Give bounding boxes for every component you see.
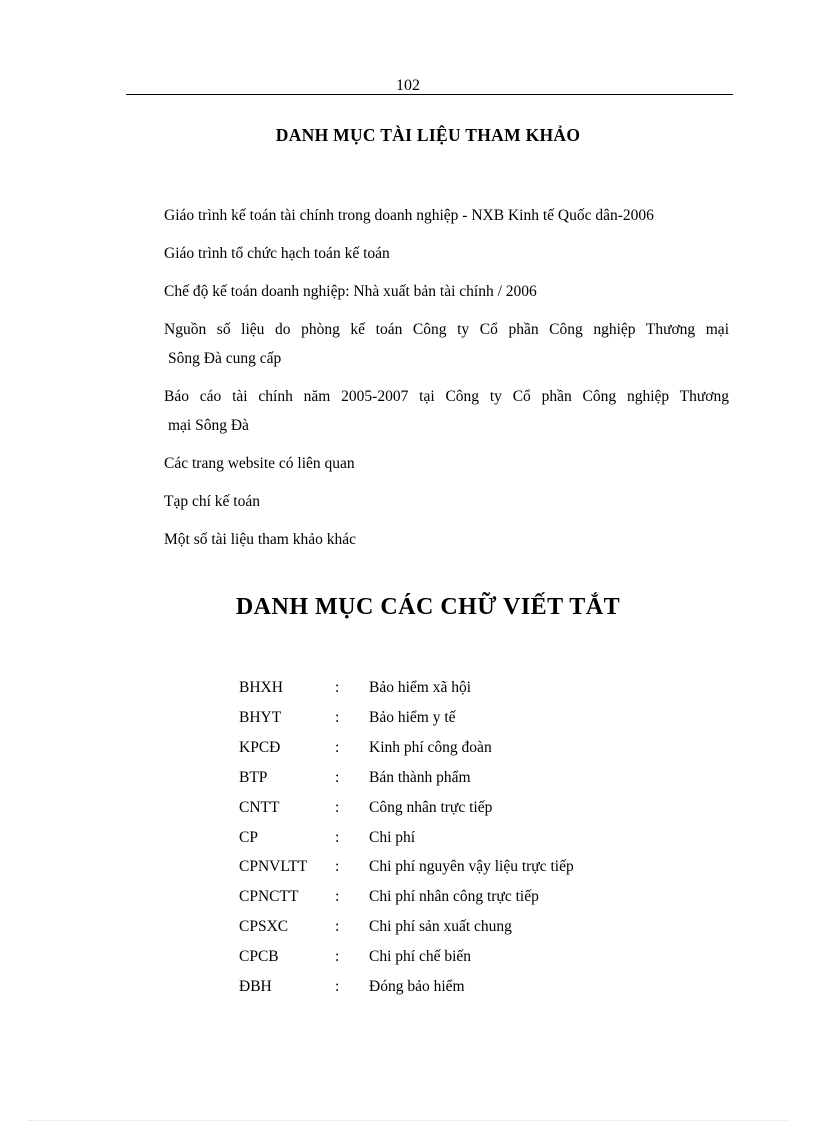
references-heading: DANH MỤC TÀI LIỆU THAM KHẢO [275, 125, 581, 145]
abbreviation-separator: : [335, 858, 340, 876]
abbreviation-row [239, 733, 649, 763]
abbreviation-separator: : [335, 888, 340, 906]
abbreviation-meaning: Chi phí nhân công trực tiếp [369, 888, 539, 906]
abbreviation-code: KPCĐ [239, 738, 281, 756]
abbreviation-code: CPNCTT [239, 888, 299, 906]
reference-text: Giáo trình tổ chức hạch toán kế toán [164, 245, 390, 262]
reference-text-line-1: Báo cáo tài chính năm 2005-2007 tại Công ty Cổ phần Công nghiệp Thương [164, 388, 729, 405]
abbreviation-row [239, 673, 649, 703]
reference-item [164, 525, 729, 554]
abbreviation-separator: : [335, 828, 340, 846]
reference-text: Tạp chí kế toán [164, 493, 260, 510]
abbreviation-list [239, 673, 649, 1002]
abbreviation-meaning: Bảo hiểm y tế [369, 708, 456, 726]
abbreviation-separator: : [335, 679, 340, 696]
reference-item [164, 239, 729, 268]
reference-text-line-1: Nguồn số liệu do phòng kế toán Công ty Cổ phần Công nghiệp Thương mại [164, 321, 729, 338]
abbreviation-meaning: Kinh phí công đoàn [369, 738, 492, 756]
abbreviation-meaning: Chi phí [369, 828, 416, 846]
reference-text: Giáo trình kế toán tài chính trong doanh nghiệp - NXB Kinh tế Quốc dân-2006 [164, 207, 654, 224]
reference-item [164, 277, 729, 306]
abbreviation-meaning: Đóng bảo hiểm [369, 978, 465, 996]
abbreviation-separator: : [335, 798, 340, 816]
abbreviations-heading: DANH MỤC CÁC CHỮ VIẾT TẮT [235, 594, 621, 620]
reference-item [164, 487, 729, 516]
abbreviation-separator: : [335, 918, 340, 936]
abbreviation-code: CNTT [239, 798, 280, 816]
reference-item [164, 382, 729, 440]
abbreviation-separator: : [335, 708, 340, 726]
abbreviation-code: CPSXC [239, 918, 289, 936]
reference-text: Các trang website có liên quan [164, 455, 355, 472]
abbreviation-code: BHYT [239, 708, 282, 726]
page-number: 102 [396, 77, 420, 94]
reference-item [164, 315, 729, 373]
reference-text-line-2: mại Sông Đà [168, 417, 249, 434]
reference-text-line-2: Sông Đà cung cấp [168, 350, 282, 367]
abbreviation-meaning: Chi phí sản xuất chung [369, 918, 512, 936]
abbreviation-code: CP [239, 828, 258, 846]
abbreviation-row [239, 942, 649, 972]
abbreviation-meaning: Công nhân trực tiếp [369, 798, 493, 816]
reference-text: Một số tài liệu tham khảo khác [164, 531, 356, 548]
abbreviation-row [239, 823, 649, 853]
abbreviation-separator: : [335, 978, 340, 996]
abbreviation-meaning: Chi phí chế biến [369, 948, 472, 966]
reference-text: Chế độ kế toán doanh nghiệp: Nhà xuất bản tài chính / 2006 [164, 283, 537, 300]
abbreviation-row [239, 793, 649, 823]
abbreviation-row [239, 972, 649, 1002]
abbreviation-meaning: Chi phí nguyên vậy liệu trực tiếp [369, 858, 574, 876]
abbreviation-code: ĐBH [239, 978, 272, 996]
abbreviation-code: BHXH [239, 679, 283, 696]
abbreviation-separator: : [335, 738, 340, 756]
abbreviation-row [239, 882, 649, 912]
abbreviation-code: CPNVLTT [239, 858, 308, 876]
reference-list [164, 201, 729, 563]
abbreviation-row [239, 852, 649, 882]
reference-item [164, 201, 729, 230]
abbreviation-meaning: Bảo hiểm xã hội [369, 679, 472, 696]
abbreviation-separator: : [335, 948, 340, 966]
abbreviation-row [239, 912, 649, 942]
reference-item [164, 449, 729, 478]
header-rule [126, 94, 733, 95]
abbreviation-row [239, 763, 649, 793]
abbreviation-code: CPCB [239, 948, 279, 966]
abbreviation-separator: : [335, 768, 340, 786]
abbreviation-meaning: Bán thành phẩm [369, 768, 471, 786]
abbreviation-code: BTP [239, 768, 268, 786]
abbreviation-row [239, 703, 649, 733]
page-bottom-rule [28, 1120, 788, 1121]
